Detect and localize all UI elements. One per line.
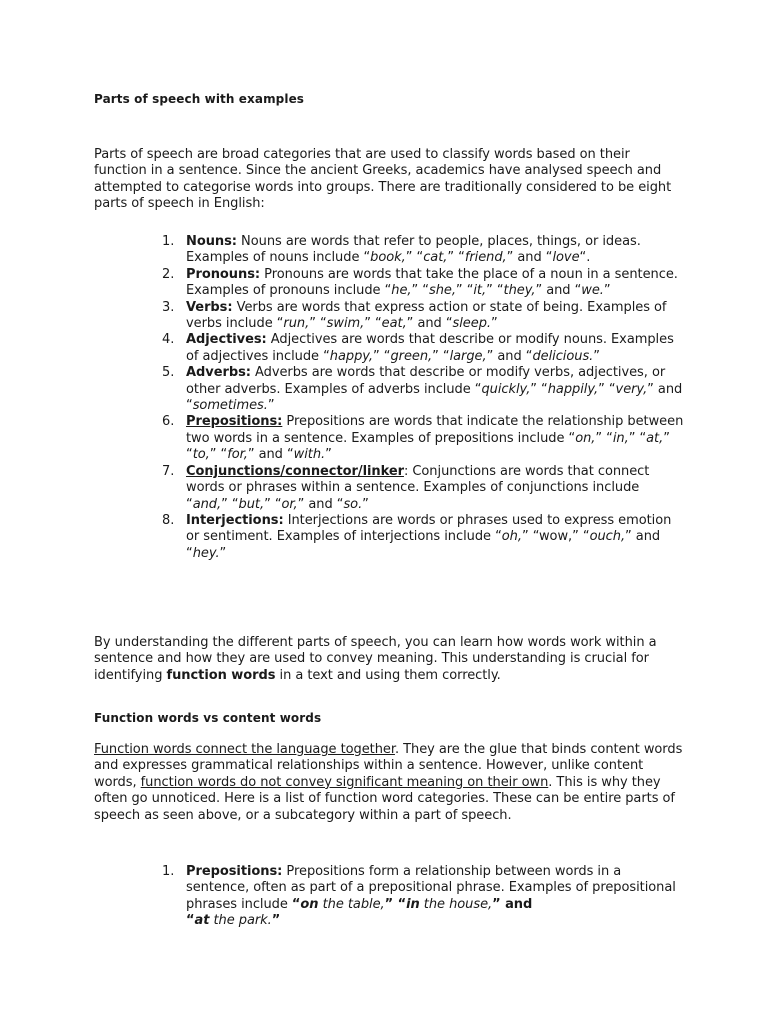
list-item: 2. Pronouns: Pronouns are words that take the place of a noun in a sentence. Examples of pronouns include “he,” “she,” “it,” “they,” and “we.” — [162, 266, 678, 299]
example-word: on — [300, 896, 319, 912]
example-word: love — [552, 250, 580, 266]
page-title: Parts of speech with examples — [94, 92, 305, 106]
example-word: sometimes. — [192, 398, 268, 414]
list-number: 2. — [162, 266, 175, 282]
term-label: Pronouns: — [186, 266, 261, 282]
example-word: for, — [227, 447, 248, 463]
underlined-phrase: function words do not convey significant meaning on their own — [140, 774, 549, 790]
list-item: 4. Adjectives: Adjectives are words that describe or modify nouns. Examples of adjectives include “happy,” “green,” “large,” and “delicious.” — [162, 332, 674, 364]
example-word: they, — [503, 283, 536, 299]
example-word: we. — [581, 283, 604, 299]
example-word: eat, — [381, 316, 407, 332]
term-label: Interjections: — [186, 512, 284, 528]
term-label: Nouns: — [186, 234, 237, 249]
list-number: 5. — [162, 365, 175, 381]
example-word: sleep. — [452, 316, 491, 332]
list-number: 8. — [162, 512, 175, 528]
list-item: 7. Conjunctions/connector/linker: Conjunctions are words that connect words or phrases within a sentence. Examples of conjunctions include “and,” “but,” “or,” and “so.” — [162, 463, 650, 512]
list-item: 3. Verbs: Verbs are words that express action or state of being. Examples of verbs include “run,” “swim,” “eat,” and “sleep.” — [162, 299, 667, 332]
list-item: 5. Adverbs: Adverbs are words that describe or modify verbs, adjectives, or other adverbs. Examples of adverbs include “quickly,” “happily,” “very,” and “sometimes.” — [162, 365, 683, 414]
example-word: very, — [615, 381, 648, 397]
parts-of-speech-list — [162, 234, 684, 562]
intro-paragraph: Parts of speech are broad categories that are used to classify words based on their function in a sentence. Since the ancient Greeks, academics have analysed speech and attempted to categorise words into groups. There are traditionally considered to be eight parts of speech in English: — [94, 147, 672, 212]
example-word: wow, — [538, 529, 573, 545]
list-number: 7. — [162, 463, 175, 479]
example-word: or, — [281, 496, 298, 512]
underlined-phrase: Function words connect the language together — [94, 742, 395, 757]
example-word: happy, — [329, 348, 373, 364]
example-word: green, — [390, 348, 433, 364]
example-word: run, — [283, 316, 310, 332]
example-word: he, — [391, 283, 412, 299]
example-word: to, — [192, 447, 210, 463]
example-word: delicious. — [532, 348, 594, 364]
function-word-list — [162, 864, 684, 930]
list-item: 8. Interjections: Interjections are words or phrases used to express emotion or sentiment. Examples of interjections include “oh,” “wow,” “ouch,” and “hey.” — [162, 512, 672, 561]
example-word: it, — [473, 283, 487, 299]
list-item: 6. Prepositions: Prepositions are words that indicate the relationship between two words in a sentence. Examples of prepositions include “on,” “in,” “at,” “to,” “for,” and “with.” — [162, 414, 684, 463]
term-label: Prepositions: — [186, 864, 283, 879]
example-word: quickly, — [481, 381, 531, 397]
example-word: large, — [449, 348, 487, 364]
term-label: Adjectives: — [186, 332, 267, 348]
emphasis-function-words: function words — [166, 667, 276, 683]
list-number: 1. — [162, 864, 175, 879]
example-word: ouch, — [589, 529, 626, 545]
list-number: 6. — [162, 414, 175, 430]
example-word: oh, — [501, 529, 522, 545]
example-word: at — [194, 913, 210, 929]
example-word: on, — [575, 430, 596, 446]
list-number: 1. — [162, 234, 175, 249]
example-word: hey. — [192, 545, 220, 561]
term-label: Conjunctions/connector/linker — [186, 463, 404, 479]
example-word: cat, — [423, 250, 448, 266]
function-words-paragraph: Function words connect the language together. They are the glue that binds content words and expresses grammatical relationships within a sentence. However, unlike content words, function words do not convey significant meaning on their own. This is why they often go unnoticed. Here is a list of function word categories. These can be entire parts of speech as seen above, or a subcategory within a part of speech. — [94, 742, 683, 823]
example-word: she, — [428, 283, 456, 299]
example-word: at, — [646, 430, 664, 446]
section-subtitle: Function words vs content words — [94, 711, 322, 725]
example-word: happily, — [547, 381, 599, 397]
example-word: with. — [293, 447, 326, 463]
understanding-paragraph: By understanding the different parts of speech, you can learn how words work within a sentence and how they are used to convey meaning. This understanding is crucial for identifying function words in a text and using them correctly. — [94, 635, 657, 683]
example-word: but, — [238, 496, 265, 512]
term-label: Prepositions: — [186, 414, 283, 430]
example-word: friend, — [464, 250, 507, 266]
example-word: swim, — [326, 316, 365, 332]
term-label: Verbs: — [186, 299, 233, 315]
example-word: so. — [343, 496, 363, 512]
list-item: 1. Nouns: Nouns are words that refer to people, places, things, or ideas. Examples of nouns include “book,” “cat,” “friend,” and “love“. — [162, 234, 641, 266]
term-label: Adverbs: — [186, 365, 251, 381]
list-number: 3. — [162, 299, 175, 315]
list-number: 4. — [162, 332, 175, 348]
example-word: book, — [370, 250, 406, 266]
example-word: in — [406, 896, 420, 912]
list-item: 1. Prepositions: Prepositions form a relationship between words in a sentence, often as part of a prepositional phrase. Examples of prepositional phrases include “on the table,” “in the house,” and “at the park.” — [162, 864, 676, 929]
example-word: in, — [612, 430, 629, 446]
example-word: and, — [192, 496, 222, 512]
